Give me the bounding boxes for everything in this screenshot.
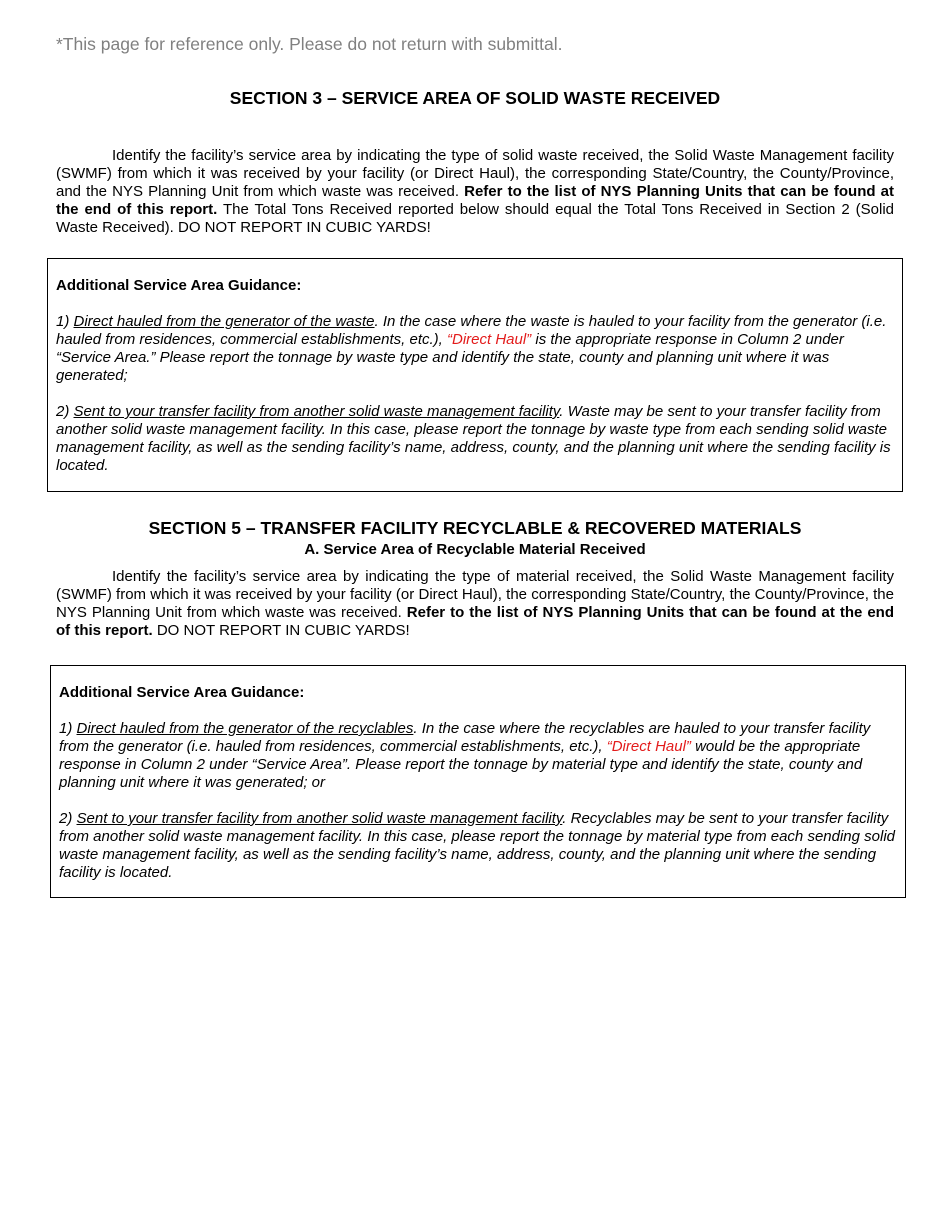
direct-haul-highlight: “Direct Haul” [447, 331, 532, 348]
reference-note: *This page for reference only. Please do not return with submittal. [56, 34, 563, 54]
section-5-intro-bold: Refer to the list of NYS Planning Units that can be found at the end of this report. [56, 604, 894, 639]
item-text: . In the case where the waste is hauled to your facility from the generator (i.e. hauled from residences, commercial establishments, etc.), [56, 313, 887, 348]
item-text: . Recyclables may be sent to your transfer facility from another solid waste management facility. In this case, please report the tonnage by material type from each sending solid waste management facility, as well as the sending facility’s name, address, county, and the planning unit where the sending facility is located. [59, 810, 896, 881]
section-5-intro-text-2: DO NOT REPORT IN CUBIC YARDS! [152, 622, 410, 639]
section-3-guidance-title: Additional Service Area Guidance: [56, 277, 302, 294]
item-number: 2) [59, 810, 77, 827]
item-underlined-text: Direct hauled from the generator of the recyclables [76, 720, 414, 737]
item-text: . In the case where the recyclables are hauled to your transfer facility from the generator (i.e. hauled from residences, commercial establishments, etc.), [59, 720, 871, 755]
section-5-intro [56, 568, 894, 640]
item-number: 2) [56, 403, 74, 420]
section-5-intro-text: Identify the facility’s service area by indicating the type of material received, the Solid Waste Management facility (SWMF) from which it was received by your facility (or Direct Haul), the corresponding State/Country, the County/Province, the NYS Planning Unit from which waste was received. [56, 568, 894, 621]
item-number: 1) [56, 313, 74, 330]
section-3-intro [56, 147, 894, 237]
item-underlined-text: Sent to your transfer facility from another solid waste management facility [73, 403, 560, 420]
section-5-guidance-item-1 [59, 720, 897, 792]
item-text: is the appropriate response in Column 2 under “Service Area.” Please report the tonnage by waste type and identify the state, county and planning unit where it was generated; [56, 331, 844, 384]
item-underlined-text: Sent to your transfer facility from another solid waste management facility [76, 810, 563, 827]
section-3-heading: SECTION 3 – SERVICE AREA OF SOLID WASTE RECEIVED [229, 88, 721, 108]
section-3-guidance-item-1 [56, 313, 894, 385]
item-text: . Waste may be sent to your transfer facility from another solid waste management facility. In this case, please report the tonnage by waste type from each sending solid waste management facility, as well as the sending facility’s name, address, county, and the planning unit where the sending facility is located. [56, 403, 891, 474]
section-5-guidance-box [50, 665, 906, 898]
section-3-intro-bold: Refer to the list of NYS Planning Units that can be found at the end of this report. [56, 183, 894, 218]
section-5-guidance-title: Additional Service Area Guidance: [59, 684, 305, 701]
section-3-intro-text: Identify the facility’s service area by indicating the type of solid waste received, the Solid Waste Management facility (SWMF) from which it was received by your facility (or Direct Haul), the corresponding State/Country, the County/Province, and the NYS Planning Unit from which waste was received. [56, 147, 894, 200]
section-3-guidance-box [47, 258, 903, 492]
section-5-heading: SECTION 5 – TRANSFER FACILITY RECYCLABLE & RECOVERED MATERIALS [148, 518, 802, 538]
direct-haul-highlight: “Direct Haul” [606, 738, 691, 755]
section-3-guidance-item-2 [56, 403, 894, 475]
section-3-intro-text-2: The Total Tons Received reported below should equal the Total Tons Received in Section 2 (Solid Waste Received). DO NOT REPORT IN CUBIC YARDS! [56, 201, 894, 236]
item-number: 1) [59, 720, 77, 737]
item-underlined-text: Direct hauled from the generator of the waste [73, 313, 375, 330]
section-5-subheading: A. Service Area of Recyclable Material Received [304, 541, 646, 558]
section-5-guidance-item-2 [59, 810, 897, 882]
item-text: would be the appropriate response in Column 2 under “Service Area”. Please report the tonnage by material type and identify the state, county and planning unit where it was generated; or [59, 738, 863, 791]
